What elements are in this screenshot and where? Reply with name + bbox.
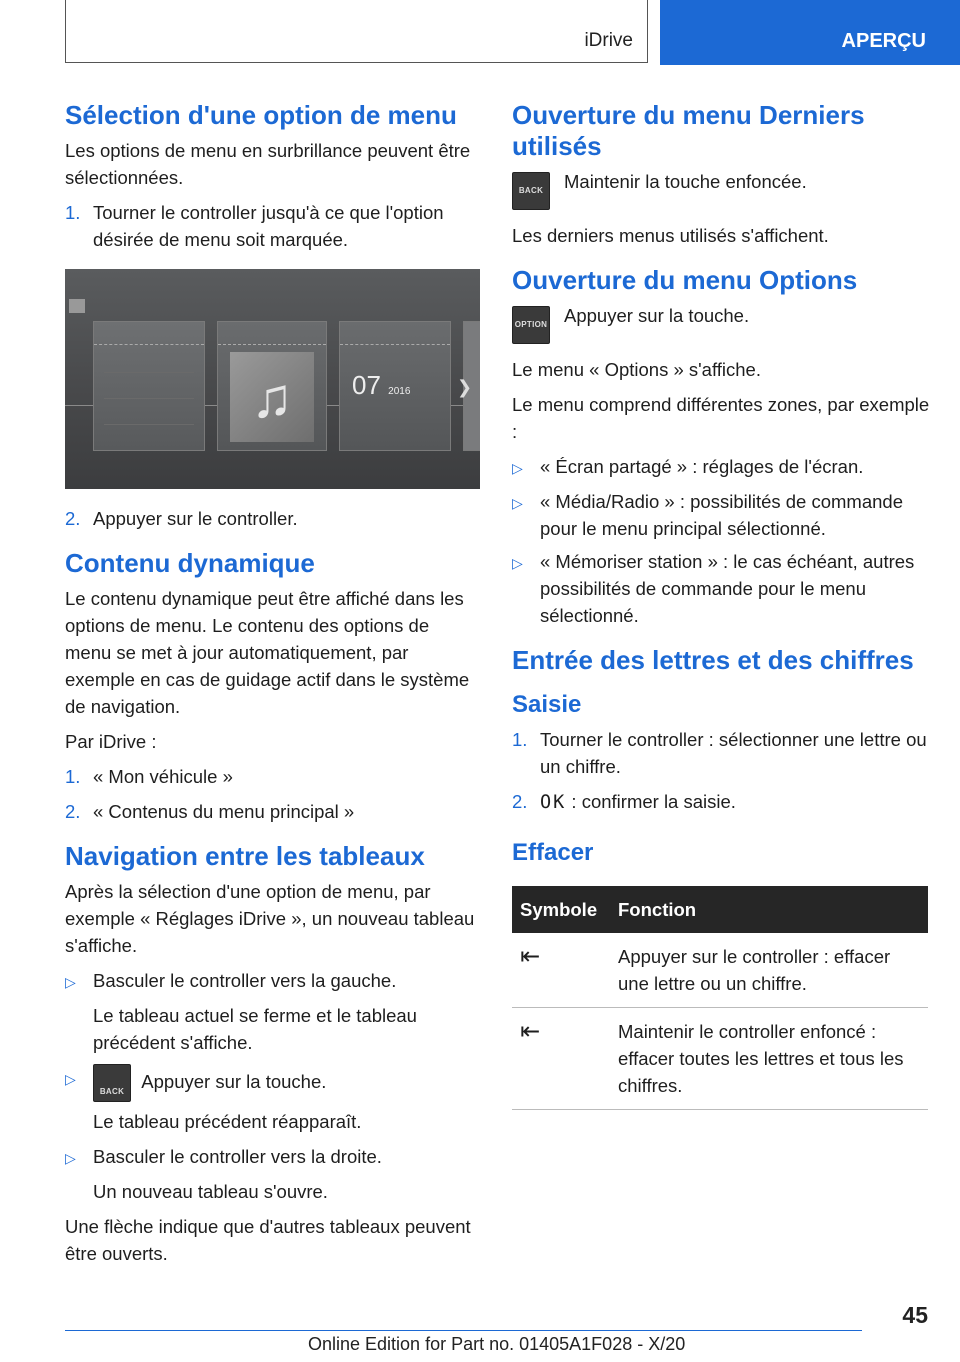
list-item bbox=[65, 1064, 480, 1102]
table-cell: Maintenir le controller enfoncé : effacer toutes les lettres et tous les chiffres. bbox=[610, 1008, 928, 1110]
section-title-navigation: Navigation entre les tableaux bbox=[65, 841, 425, 871]
step-text: : confirmer la saisie. bbox=[566, 791, 736, 812]
triangle-bullet-icon: ▷ bbox=[512, 555, 523, 571]
step-text: Tourner le controller : sélectionner une lettre ou un chiffre. bbox=[540, 729, 927, 777]
key-text: Appuyer sur la touche. bbox=[564, 305, 750, 326]
list-item bbox=[512, 726, 930, 780]
paragraph: Les derniers menus utilisés s'affichent. bbox=[512, 225, 829, 246]
paragraph: Une flèche indique que d'autres tableaux peuvent être ouverts. bbox=[65, 1216, 471, 1264]
right-column bbox=[512, 100, 930, 1110]
communication-tile bbox=[339, 321, 451, 451]
step-text: Appuyer sur le controller. bbox=[93, 508, 298, 529]
bullet-key-line bbox=[93, 1064, 480, 1102]
step-number: 2. bbox=[65, 801, 81, 822]
section-title-options: Ouverture du menu Options bbox=[512, 265, 858, 295]
list-item bbox=[65, 199, 480, 253]
section-title-recent: Ouverture du menu Derniers utilisés bbox=[512, 100, 865, 161]
back-key-icon: BACK bbox=[512, 172, 550, 210]
paragraph: Le menu comprend différentes zones, par exemple : bbox=[512, 394, 930, 442]
list-item bbox=[512, 788, 930, 816]
delete-symbol-table bbox=[512, 886, 928, 1110]
menu-icon bbox=[69, 299, 85, 313]
bullet-text: Basculer le controller vers la droite. bbox=[93, 1146, 382, 1167]
footer-divider bbox=[65, 1330, 862, 1331]
music-note-icon: ♫ bbox=[230, 352, 314, 442]
header-section: iDrive bbox=[584, 30, 633, 51]
table-header-row bbox=[512, 886, 928, 933]
list-item bbox=[65, 1143, 480, 1172]
bullet-text: « Écran partagé » : réglages de l'écran. bbox=[540, 456, 864, 477]
step-text: Tourner le controller jusqu'à ce que l'option désirée de menu soit marquée. bbox=[93, 202, 444, 250]
step-text: « Contenus du menu principal » bbox=[93, 801, 355, 822]
key-text: Maintenir la touche enfoncée. bbox=[564, 171, 807, 192]
left-column bbox=[65, 100, 480, 1275]
list-item bbox=[65, 967, 480, 996]
date-display: 07 2016 bbox=[352, 370, 411, 400]
step-number: 2. bbox=[65, 508, 81, 529]
table-row bbox=[512, 1008, 928, 1110]
list-item bbox=[65, 763, 480, 790]
bullet-text: Basculer le controller vers la gauche. bbox=[93, 970, 397, 991]
step-number: 1. bbox=[65, 766, 81, 787]
section-title-select-option: Sélection d'une option de menu bbox=[65, 100, 457, 130]
list-item bbox=[512, 488, 930, 542]
triangle-bullet-icon: ▷ bbox=[512, 460, 523, 476]
paragraph: Le contenu dynamique peut être affiché dans les options de menu. Le contenu des options de menu se met à jour automatiquement, par exemple en cas de guidage actif dans le système de navigation. bbox=[65, 588, 470, 717]
section-title-entry: Entrée des lettres et des chiffres bbox=[512, 645, 914, 675]
triangle-bullet-icon: ▷ bbox=[65, 1150, 76, 1166]
bullet-text: « Média/Radio » : possibilités de commande pour le menu principal sélectionné. bbox=[540, 491, 903, 539]
vehicle-tile bbox=[93, 321, 205, 451]
key-instruction bbox=[512, 168, 930, 210]
table-header-symbol: Symbole bbox=[512, 886, 610, 933]
paragraph: Après la sélection d'une option de menu, par exemple « Réglages iDrive », un nouveau tableau s'affiche. bbox=[65, 881, 475, 956]
step-text-line bbox=[540, 788, 930, 816]
table-cell: Appuyer sur le controller : effacer une lettre ou un chiffre. bbox=[610, 933, 928, 1008]
ok-icon: OK bbox=[540, 792, 567, 813]
page-header bbox=[65, 0, 960, 65]
delete-arrow-icon: ⇤ bbox=[512, 933, 610, 1008]
step-number: 2. bbox=[512, 791, 528, 812]
step-number: 1. bbox=[512, 729, 528, 750]
key-instruction bbox=[512, 302, 930, 344]
option-key-icon: OPTION bbox=[512, 306, 550, 344]
list-item bbox=[512, 548, 930, 629]
page-number: 45 bbox=[902, 1302, 928, 1328]
media-tile bbox=[217, 321, 327, 451]
step-number: 1. bbox=[65, 202, 81, 223]
chevron-right-icon: ❯ bbox=[457, 377, 473, 397]
list-item bbox=[65, 798, 480, 825]
idrive-screen-image bbox=[65, 269, 480, 489]
delete-arrow-icon: ⇤ bbox=[512, 1008, 610, 1110]
header-chapter-tab bbox=[660, 0, 960, 65]
back-key-icon: BACK bbox=[93, 1064, 131, 1102]
paragraph: Les options de menu en surbrillance peuvent être sélectionnées. bbox=[65, 140, 471, 188]
list-item bbox=[512, 453, 930, 482]
header-chapter: APERÇU bbox=[841, 30, 926, 52]
bullet-text: « Mémoriser station » : le cas échéant, autres possibilités de commande pour le menu sélectionné. bbox=[540, 551, 915, 626]
table-row bbox=[512, 933, 928, 1008]
table-header-function: Fonction bbox=[610, 886, 928, 933]
bullet-subtext: Le tableau actuel se ferme et le tableau précédent s'affiche. bbox=[93, 1005, 417, 1053]
bullet-text: Appuyer sur la touche. bbox=[141, 1070, 327, 1092]
paragraph: Le menu « Options » s'affiche. bbox=[512, 359, 761, 380]
section-title-dynamic-content: Contenu dynamique bbox=[65, 548, 315, 578]
bullet-subtext: Un nouveau tableau s'ouvre. bbox=[93, 1181, 328, 1202]
triangle-bullet-icon: ▷ bbox=[65, 974, 76, 990]
triangle-bullet-icon: ▷ bbox=[512, 495, 523, 511]
edition-text: Online Edition for Part no. 01405A1F028 - X/20 bbox=[308, 1334, 686, 1354]
header-section-box bbox=[65, 0, 648, 63]
subsection-title-input: Saisie bbox=[512, 691, 582, 718]
list-item bbox=[65, 505, 480, 532]
subsection-title-delete: Effacer bbox=[512, 839, 594, 866]
step-text: « Mon véhicule » bbox=[93, 766, 233, 787]
triangle-bullet-icon: ▷ bbox=[65, 1071, 76, 1087]
bullet-subtext: Le tableau précédent réapparaît. bbox=[93, 1111, 362, 1132]
paragraph: Par iDrive : bbox=[65, 731, 157, 752]
